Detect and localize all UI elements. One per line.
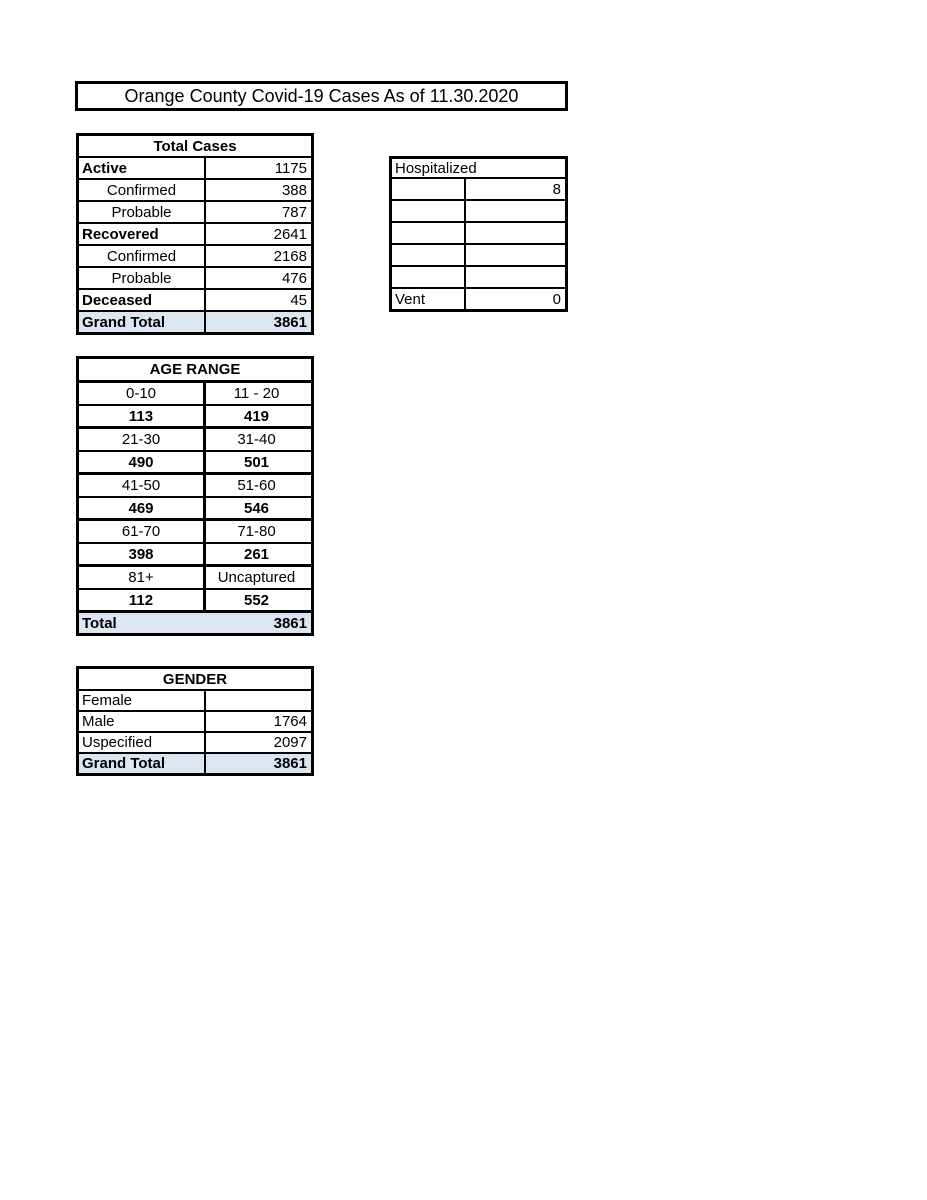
age-label: 51-60 <box>237 477 276 494</box>
age-value-row <box>79 590 311 613</box>
age-label: Uncaptured <box>217 569 296 586</box>
grand-total-row <box>79 312 311 332</box>
age-value-row <box>79 544 311 567</box>
row-label: Probable <box>79 202 206 222</box>
row-value: 787 <box>281 203 307 221</box>
table-row <box>392 245 565 267</box>
age-value-row <box>79 498 311 521</box>
row-label <box>392 267 466 287</box>
age-label-row <box>79 567 311 590</box>
row-value <box>466 245 565 265</box>
row-value: 1175 <box>274 159 307 177</box>
hospitalized-header: Hospitalized <box>392 159 565 179</box>
vent-row <box>392 289 565 309</box>
row-value: 0 <box>552 290 561 308</box>
row-value <box>466 201 565 221</box>
table-row <box>79 202 311 224</box>
age-value: 261 <box>243 545 270 563</box>
row-label <box>392 201 466 221</box>
table-row <box>79 224 311 246</box>
row-label: Grand Total <box>79 312 206 332</box>
row-label: Grand Total <box>79 754 206 773</box>
age-label: 11 - 20 <box>233 385 280 402</box>
table-row <box>79 733 311 754</box>
total-cases-table <box>76 133 314 335</box>
grand-total-row <box>79 754 311 773</box>
table-row <box>392 223 565 245</box>
report-title-box <box>75 81 568 111</box>
age-label: 41-50 <box>79 475 206 496</box>
row-label: Active <box>79 158 206 178</box>
gender-header: GENDER <box>79 669 311 691</box>
age-label: 0-10 <box>79 383 206 404</box>
age-label: 81+ <box>79 567 206 588</box>
row-value <box>206 691 311 710</box>
row-value: 8 <box>552 180 561 198</box>
row-label <box>392 179 466 199</box>
row-value: 1764 <box>273 713 307 730</box>
row-value: 388 <box>281 181 307 199</box>
row-value: 476 <box>281 269 307 287</box>
row-label: Recovered <box>79 224 206 244</box>
age-label: 61-70 <box>79 521 206 542</box>
age-value: 501 <box>243 453 270 471</box>
row-label: Male <box>79 712 206 731</box>
table-row <box>392 201 565 223</box>
row-value: 3861 <box>273 313 307 331</box>
age-value-row <box>79 406 311 429</box>
row-label: Confirmed <box>79 180 206 200</box>
table-row <box>79 712 311 733</box>
row-value <box>466 267 565 287</box>
age-value: 419 <box>243 407 270 425</box>
row-label: Probable <box>79 268 206 288</box>
age-label: 31-40 <box>237 431 276 448</box>
age-total-row <box>79 613 311 633</box>
row-label: Vent <box>392 289 466 309</box>
table-row <box>79 691 311 712</box>
age-value: 469 <box>79 498 206 518</box>
table-row <box>79 268 311 290</box>
row-value: 2168 <box>273 247 307 265</box>
row-label: Deceased <box>79 290 206 310</box>
age-value: 398 <box>79 544 206 564</box>
gender-table <box>76 666 314 776</box>
table-row <box>79 180 311 202</box>
row-value: 45 <box>290 291 307 309</box>
row-label: Female <box>79 691 206 710</box>
row-value: 2641 <box>273 225 307 243</box>
age-value: 546 <box>243 499 270 517</box>
table-row <box>392 267 565 289</box>
age-total-label: Total <box>82 614 117 632</box>
age-total-value: 3861 <box>273 614 307 632</box>
row-label <box>392 223 466 243</box>
row-value: 3861 <box>273 755 307 772</box>
row-label <box>392 245 466 265</box>
age-label: 21-30 <box>79 429 206 450</box>
table-row <box>79 246 311 268</box>
age-label-row <box>79 521 311 544</box>
age-value: 112 <box>79 590 206 610</box>
row-value: 2097 <box>273 734 307 751</box>
row-label: Confirmed <box>79 246 206 266</box>
hospitalized-table <box>389 156 568 312</box>
report-title: Orange County Covid-19 Cases As of 11.30.2020 <box>124 85 519 106</box>
age-value-row <box>79 452 311 475</box>
row-label: Uspecified <box>79 733 206 752</box>
age-range-table <box>76 356 314 636</box>
row-value <box>466 223 565 243</box>
table-row <box>79 158 311 180</box>
age-label-row <box>79 475 311 498</box>
age-value: 113 <box>79 406 206 426</box>
total-cases-header: Total Cases <box>79 136 311 158</box>
age-range-header: AGE RANGE <box>79 359 311 383</box>
age-label-row <box>79 429 311 452</box>
age-label: 71-80 <box>237 523 276 540</box>
age-value: 490 <box>79 452 206 472</box>
table-row <box>392 179 565 201</box>
table-row <box>79 290 311 312</box>
age-label-row <box>79 383 311 406</box>
age-value: 552 <box>243 591 270 609</box>
